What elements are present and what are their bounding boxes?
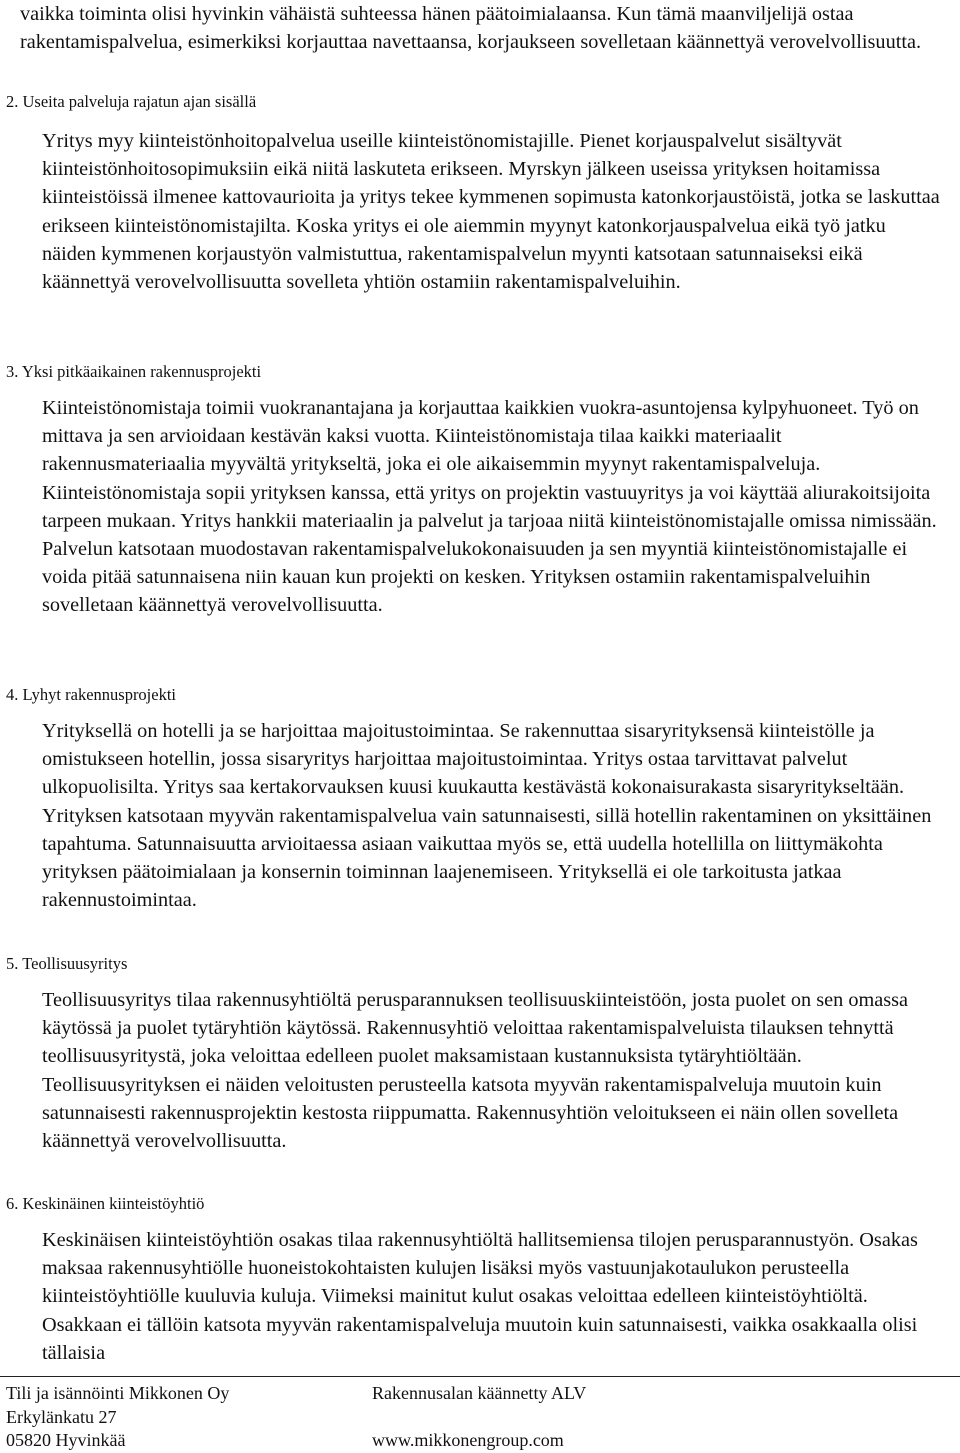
footer-website: www.mikkonengroup.com xyxy=(372,1430,564,1450)
footer-address xyxy=(6,1382,229,1453)
item-2-body: Yritys myy kiinteistönhoitopalvelua useille kiinteistönomistajille. Pienet korjauspalvelut sisältyvät kiinteistönhoitosopimuksiin eikä niitä laskuteta erikseen. Myrskyn jälkeen useissa yrityksen hoitamissa kiinteistöissä ilmenee kattovaurioita ja yritys tekee kymmenen sopimusta katonkorjaustöistä, jotka se laskuttaa erikseen kiinteistönomistajilta. Koska yritys ei ole aiemmin myynyt katonkorjauspalvelua eikä työ jatku näiden kymmenen korjaustyön valmistuttua, rakentamispalvelun myynti katsotaan satunnaiseksi eikä käännettyä verovelvollisuutta sovelleta yhtiön ostamiin rakentamispalveluihin. xyxy=(42,130,940,294)
item-4-body: Yrityksellä on hotelli ja se harjoittaa majoitustoimintaa. Se rakennuttaa sisaryrityksensä kiinteistölle ja omistukseen hotellin, jossa sisaryritys harjoittaa majoitustoimintaa. Yritys ostaa tarvittavat palvelut ulkopuolisilta. Yritys saa kertakorvauksen kuusi kuukautta kestävästä kokonaisurakasta sisaryritykseltään. Yrityksen katsotaan myyvän rakentamispalvelua vain satunnaisesti, sillä hotellin rakentaminen on yksittäinen tapahtuma. Satunnaisuutta arvioitaessa asiaan vaikuttaa myös se, että uudella hotellilla on liittymäkohta yrityksen päätoimialaan ja konsernin toiminnan laajenemiseen. Yrityksellä ei ole tarkoitusta jatkaa rakennustoimintaa. xyxy=(42,720,932,912)
footer-company: Tili ja isännöinti Mikkonen Oy xyxy=(6,1383,230,1403)
footer-info xyxy=(372,1382,586,1453)
item-3-body: Kiinteistönomistaja toimii vuokranantajana ja korjauttaa kaikkien vuokra-asuntojensa kylpyhuoneet. Työ on mittava ja sen arvioidaan kestävän kaksi vuotta. Kiinteistönomistaja tilaa kaikki materiaalit rakennusmateriaalia myyvältä yritykseltä, joka ei ole aikaisemmin myynyt rakentamispalveluja. Kiinteistönomistaja sopii yrityksen kanssa, että yritys on projektin vastuuyritys ja voi käyttää aliurakoitsijoita tarpeen mukaan. Yritys hankkii materiaalin ja palvelut ja tarjoaa niitä kiinteistönomistajalle omissa nimissään. Palvelun katsotaan muodostavan rakentamispalvelukokonaisuuden ja sen myyntiä kiinteistönomistajalle ei voida pitää satunnaisena niin kauan kun projekti on kesken. Yrityksen ostamiin rakentamispalveluihin sovelletaan käännettyä verovelvollisuutta. xyxy=(42,397,937,617)
item-4-heading: 4. Lyhyt rakennusprojekti xyxy=(6,685,177,704)
footer-city: 05820 Hyvinkää xyxy=(6,1430,126,1450)
footer-spacer xyxy=(372,1406,586,1430)
item-5-body: Teollisuusyritys tilaa rakennusyhtiöltä perusparannuksen teollisuuskiinteistöön, josta puolet on sen omassa käytössä ja puolet tytäryhtiön käytössä. Rakennusyhtiö veloittaa rakentamispalveluista tilauksen tehnyttä teollisuusyritystä, joka veloittaa edelleen puolet maksamistaan kustannuksista tytäryhtiöltään. Teollisuusyrityksen ei näiden veloitusten perusteella katsota myyvän rakentamispalveluja muutoin kuin satunnaisesti rakennusprojektin kestosta riippumatta. Rakennusyhtiön veloitukseen ei näin ollen sovelleta käännettyä verovelvollisuutta. xyxy=(42,989,909,1153)
footer-street: Erkylänkatu 27 xyxy=(6,1406,117,1427)
item-2-heading: 2. Useita palveluja rajatun ajan sisällä xyxy=(6,92,257,111)
item-6-heading: 6. Keskinäinen kiinteistöyhtiö xyxy=(6,1194,205,1213)
footer-doc-title: Rakennusalan käännetty ALV xyxy=(372,1383,587,1403)
item-5-heading: 5. Teollisuusyritys xyxy=(6,954,128,973)
item-6-body: Keskinäisen kiinteistöyhtiön osakas tilaa rakennusyhtiöltä hallitsemiensa tilojen perusparannustyön. Osakas maksaa rakennusyhtiölle huoneistokohtaisten kulujen lisäksi myös vastuunjakotaulukon perusteella kiinteistöyhtiölle kuuluvia kuluja. Viimeksi mainitut kulut osakas veloittaa edelleen kiinteistöyhtiöltä. Osakkaan ei tällöin katsota myyvän rakentamispalveluja muutoin kuin satunnaisesti, vaikka osakkaalla olisi tällaisia xyxy=(42,1229,918,1364)
intro-paragraph: vaikka toiminta olisi hyvinkin vähäistä suhteessa hänen päätoimialaansa. Kun tämä maanviljelijä ostaa rakentamispalvelua, esimerkiksi korjauttaa navettaansa, korjaukseen sovelletaan käännettyä verovelvollisuutta. xyxy=(20,3,922,54)
item-3-heading: 3. Yksi pitkäaikainen rakennusprojekti xyxy=(6,362,262,381)
page-footer xyxy=(0,1376,960,1453)
